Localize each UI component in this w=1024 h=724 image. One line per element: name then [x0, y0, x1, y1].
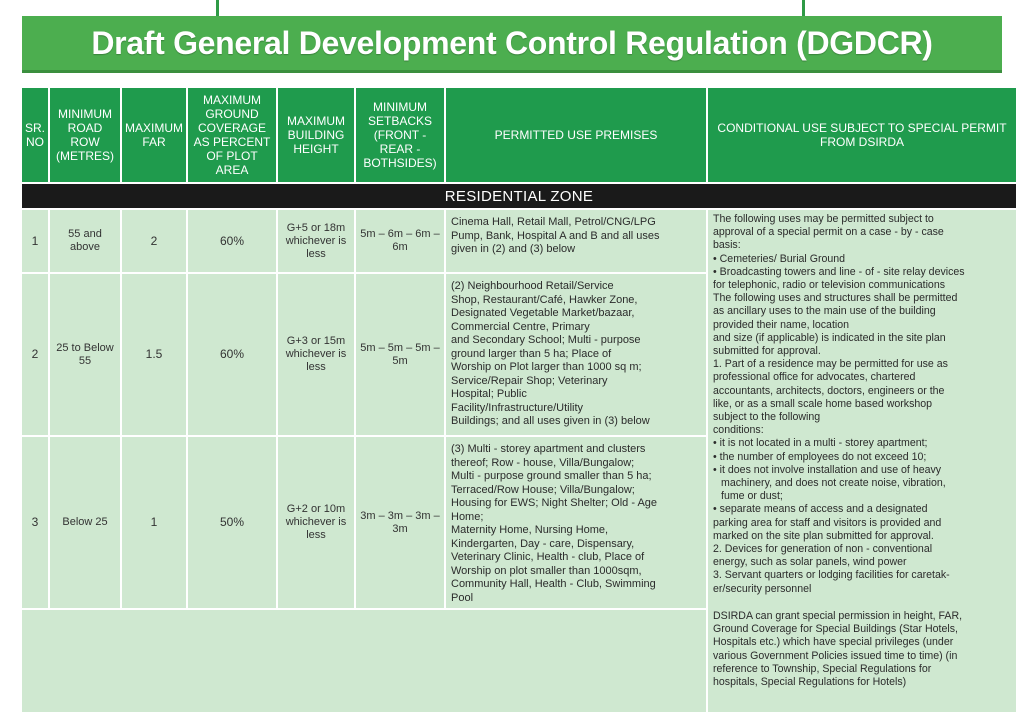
zone-title: RESIDENTIAL ZONE — [22, 184, 1016, 208]
row1-permitted-uses — [446, 210, 706, 272]
cond-line: professional office for advocates, chartered — [713, 371, 916, 384]
use-line: Pool — [451, 591, 474, 604]
dsirda-line: various Government Policies issued time to time) (in — [713, 649, 958, 662]
cond-line: 3. Servant quarters or lodging facilities for caretak- — [713, 569, 950, 582]
use-line: Worship on plot smaller than 1000sqm, — [451, 564, 642, 577]
use-line: Service/Repair Shop; Veterinary — [451, 374, 608, 387]
use-line: Buildings; and all uses given in (3) below — [451, 415, 650, 427]
row1-road: 55 and above — [50, 210, 120, 272]
header-permitted-use: PERMITTED USE PREMISES — [446, 88, 706, 182]
use-line: thereof; Row - house, Villa/Bungalow; — [451, 456, 635, 469]
cond-line: • it is not located in a multi - storey apartment; — [713, 437, 928, 450]
use-line: Maternity Home, Nursing Home, — [451, 524, 609, 536]
conditional-use-text — [708, 210, 1016, 712]
row1-height: G+5 or 18m whichever is less — [278, 210, 354, 272]
cond-line: conditions: — [713, 424, 764, 437]
blank-footer-area — [22, 610, 706, 712]
cond-line: • Broadcasting towers and line - of - site relay devices — [713, 265, 965, 278]
use-line: Home; — [451, 510, 484, 523]
cond-line: approval of a special permit on a case - by - case — [713, 226, 944, 239]
row2-setbacks: 5m – 5m – 5m – 5m — [356, 274, 444, 435]
use-line: Veterinary Clinic, Health - club, Place of — [451, 551, 645, 563]
row2-far: 1.5 — [122, 274, 186, 435]
cond-line: energy, such as solar panels, wind power — [713, 556, 907, 569]
row1-coverage: 60% — [188, 210, 276, 272]
header-max-building-height: MAXIMUM BUILDING HEIGHT — [278, 88, 354, 182]
cond-line: as ancillary uses to the main use of the building — [713, 305, 936, 318]
cond-line: • Cemeteries/ Burial Ground — [713, 252, 846, 265]
row2-permitted-uses — [446, 274, 706, 435]
use-line: Housing for EWS; Night Shelter; Old - Age — [451, 497, 658, 509]
dsirda-line: Hospitals etc.) which have special privileges (under — [713, 636, 954, 649]
header-max-far: MAXIMUM FAR — [122, 88, 186, 182]
cond-line: 1. Part of a residence may be permitted for use as — [713, 358, 948, 371]
row3-coverage: 50% — [188, 437, 276, 608]
use-line: Kindergarten, Day - care, Dispensary, — [451, 537, 635, 550]
cond-line: basis: — [713, 239, 741, 252]
use-line: given in (2) and (3) below — [451, 243, 576, 255]
cond-line: provided their name, location — [713, 318, 850, 331]
use-line: Cinema Hall, Retail Mall, Petrol/CNG/LPG — [451, 216, 656, 228]
page-title: Draft General Development Control Regulation (DGDCR) — [91, 24, 933, 61]
row3-height: G+2 or 10m whichever is less — [278, 437, 354, 608]
use-line: Community Hall, Health - Club, Swimming — [451, 578, 656, 590]
cond-line: • the number of employees do not exceed 10; — [713, 450, 927, 463]
use-line: Shop, Restaurant/Café, Hawker Zone, — [451, 293, 638, 306]
top-divider-left — [216, 0, 219, 16]
row3-sr: 3 — [22, 437, 48, 608]
cond-line: accountants, architects, doctors, engineers or the — [713, 384, 945, 397]
cond-line: subject to the following — [713, 411, 821, 424]
cond-line: The following uses and structures shall be permitted — [713, 292, 958, 305]
use-line: Pump, Bank, Hospital A and B and all uses — [451, 229, 660, 242]
use-line: Worship on Plot larger than 1000 sq m; — [451, 361, 642, 373]
cond-line: for telephonic, radio or television communications — [713, 279, 946, 292]
cond-line: • it does not involve installation and use of heavy — [713, 463, 942, 476]
dsirda-line: hospitals, Special Regulations for Hotels) — [713, 675, 907, 688]
cond-line: er/security personnel — [713, 582, 812, 595]
use-line: Facility/Infrastructure/Utility — [451, 401, 584, 414]
cond-line: parking area for staff and visitors is provided and — [713, 516, 942, 529]
use-line: and Secondary School; Multi - purpose — [451, 334, 641, 346]
use-line: ground larger than 5 ha; Place of — [451, 347, 612, 360]
cond-line: The following uses may be permitted subject to — [713, 213, 934, 225]
use-line: Hospital; Public — [451, 388, 527, 400]
cond-line: fume or dust; — [721, 490, 783, 503]
use-line: Commercial Centre, Primary — [451, 320, 590, 333]
header-max-ground-coverage: MAXIMUM GROUND COVERAGE AS PERCENT OF PLOT AREA — [188, 88, 276, 182]
cond-line: marked on the site plan submitted for approval. — [713, 529, 934, 542]
dsirda-line: reference to Township, Special Regulations for — [713, 662, 932, 675]
row1-sr: 1 — [22, 210, 48, 272]
use-line: Terraced/Row House; Villa/Bungalow; — [451, 483, 635, 496]
cond-line: like, or as a small scale home based workshop — [713, 397, 933, 410]
top-divider-right — [802, 0, 805, 16]
title-banner — [22, 16, 1002, 73]
use-line: (2) Neighbourhood Retail/Service — [451, 280, 614, 292]
header-conditional-use: CONDITIONAL USE SUBJECT TO SPECIAL PERMIT FROM DSIRDA — [708, 88, 1016, 182]
cond-line: • separate means of access and a designated — [713, 503, 928, 516]
row2-height: G+3 or 15m whichever is less — [278, 274, 354, 435]
cond-line: submitted for approval. — [713, 345, 821, 358]
dsirda-line: DSIRDA can grant special permission in height, FAR, — [713, 609, 963, 622]
header-sr-no: SR. NO — [22, 88, 48, 182]
row3-permitted-uses — [446, 437, 706, 608]
use-line: Designated Vegetable Market/bazaar, — [451, 307, 635, 319]
regulation-table — [22, 88, 1007, 700]
paragraph-gap — [713, 596, 1012, 610]
use-line: Multi - purpose ground smaller than 5 ha; — [451, 470, 652, 482]
row2-sr: 2 — [22, 274, 48, 435]
dsirda-line: Ground Coverage for Special Buildings (Star Hotels, — [713, 623, 958, 636]
row3-road: Below 25 — [50, 437, 120, 608]
row2-road: 25 to Below 55 — [50, 274, 120, 435]
row3-setbacks: 3m – 3m – 3m – 3m — [356, 437, 444, 608]
header-min-setbacks: MINIMUM SETBACKS (FRONT - REAR - BOTHSIDES) — [356, 88, 444, 182]
row1-far: 2 — [122, 210, 186, 272]
use-line: (3) Multi - storey apartment and clusters — [451, 443, 646, 455]
cond-line: and size (if applicable) is indicated in the site plan — [713, 331, 946, 344]
row1-setbacks: 5m – 6m – 6m – 6m — [356, 210, 444, 272]
cond-line: machinery, and does not create noise, vibration, — [721, 477, 946, 490]
cond-line: 2. Devices for generation of non - conventional — [713, 543, 933, 556]
row2-coverage: 60% — [188, 274, 276, 435]
header-min-road-row: MINIMUM ROAD ROW (METRES) — [50, 88, 120, 182]
row3-far: 1 — [122, 437, 186, 608]
